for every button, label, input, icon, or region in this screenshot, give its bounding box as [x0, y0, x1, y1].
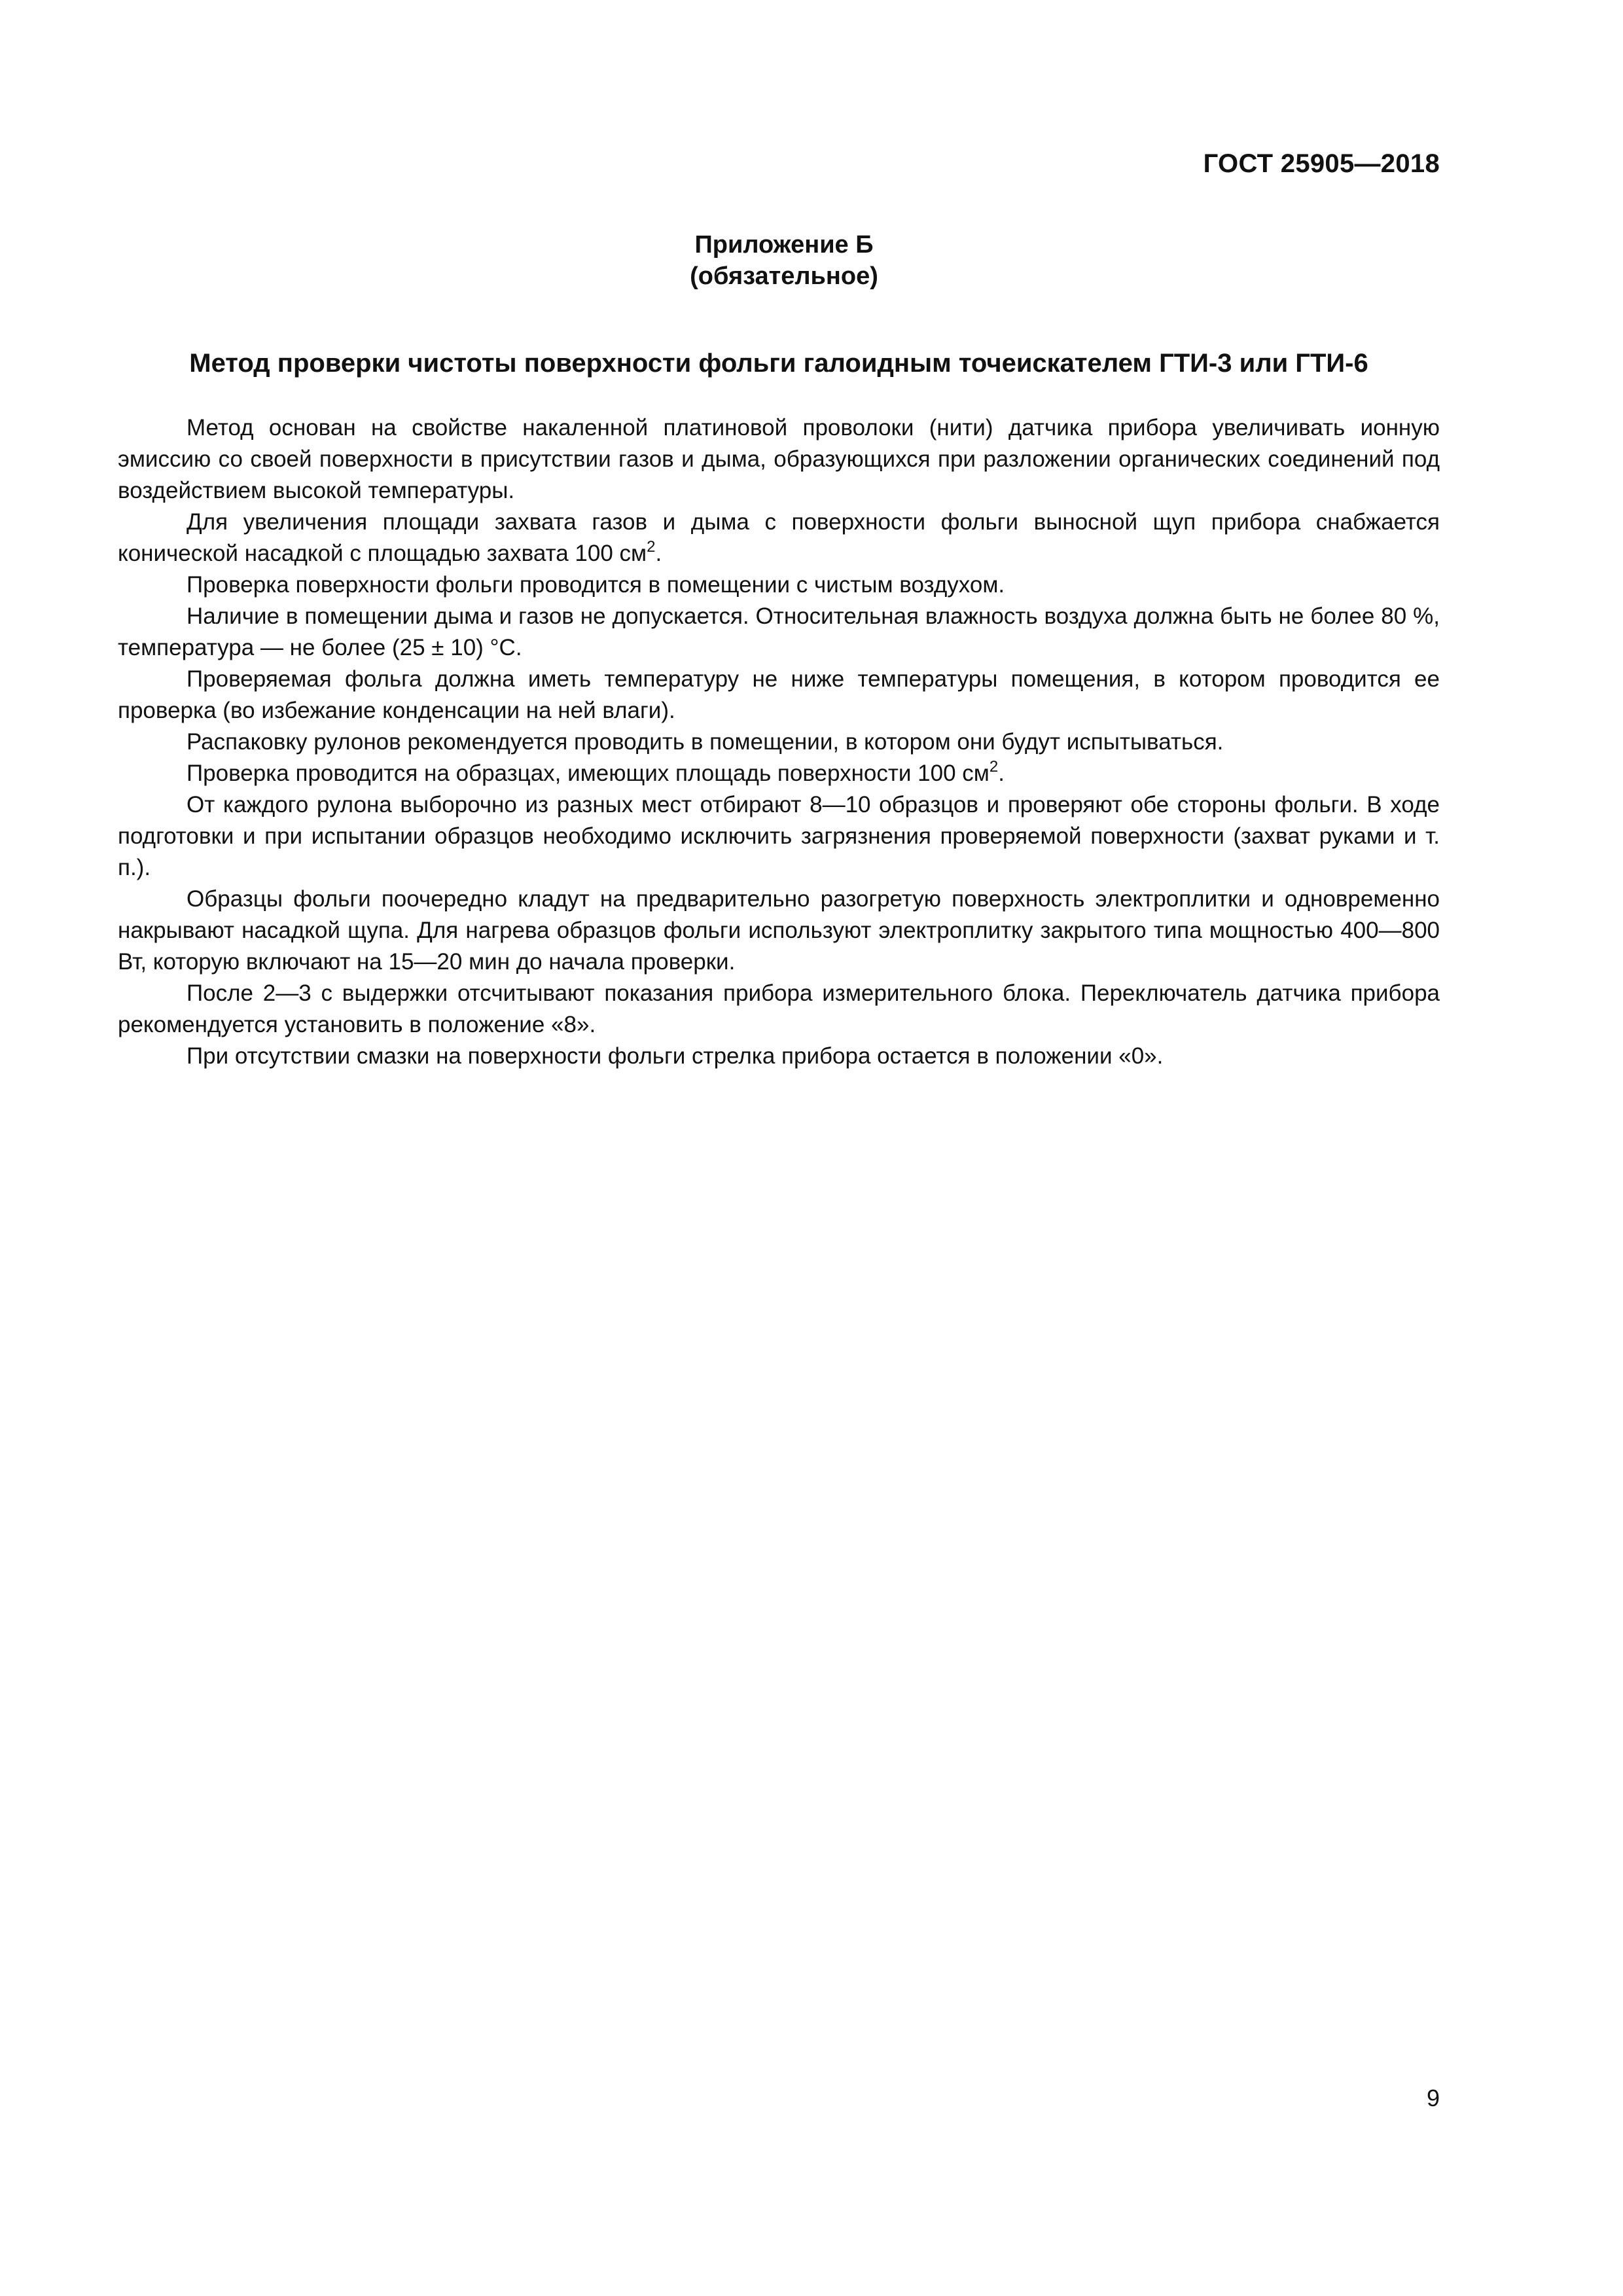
paragraph: После 2—3 с выдержки отсчитывают показания прибора измерительного блока. Переключатель датчика прибора рекомендуется установить в положение «8». [118, 980, 1440, 1037]
paragraph: Метод основан на свойстве накаленной платиновой проволоки (нити) датчика прибора увеличивать ионную эмиссию со своей поверхности в присутствии газов и дыма, образующихся при разложении органических соединений под воздействием высокой температуры. [118, 415, 1440, 503]
paragraph: Образцы фольги поочередно кладут на предварительно разогретую поверхность электроплитки и одновременно накрывают насадкой щупа. Для нагрева образцов фольги используют электроплитку закрытого типа мощностью 400—800 Вт, которую включают на 15—20 мин до начала проверки. [118, 886, 1440, 975]
document-code: ГОСТ 25905—2018 [1203, 149, 1440, 178]
annex-status: (обязательное) [690, 262, 878, 290]
annex-title: Приложение Б [694, 231, 874, 259]
paragraph: Проверка поверхности фольги проводится в помещении с чистым воздухом. [187, 572, 1005, 598]
paragraph: От каждого рулона выборочно из разных мест отбирают 8—10 образцов и проверяют обе стороны фольги. В ходе подготовки и при испытании образцов необходимо исключить загрязнения проверяемой поверхности (захват руками и т. п.). [118, 792, 1440, 880]
annex-heading [0, 229, 1568, 292]
page-number: 9 [1426, 2085, 1440, 2111]
paragraph: Проверка проводится на образцах, имеющих площадь поверхности 100 $см^2$. [187, 758, 1005, 786]
paragraph: Наличие в помещении дыма и газов не допускается. Относительная влажность воздуха должна быть не более 80 %, температура — не более (25 ± 10) °С. [118, 603, 1440, 660]
paragraph: Распаковку рулонов рекомендуется проводить в помещении, в котором они будут испытываться. [187, 729, 1224, 755]
paragraph: Для увеличения площади захвата газов и дыма с поверхности фольги выносной щуп прибора снабжается конической насадкой с площадью захвата 100 $см^2$. [118, 509, 1440, 566]
paragraph: Проверяемая фольга должна иметь температуру не ниже температуры помещения, в котором проводится ее проверка (во избежание конденсации на ней влаги). [118, 666, 1440, 723]
paragraph: При отсутствии смазки на поверхности фольги стрелка прибора остается в положении «0». [187, 1043, 1164, 1069]
section-title: Метод проверки чистоты поверхности фольги галоидным точеискателем ГТИ-3 или ГТИ-6 [189, 349, 1368, 378]
body-text [118, 412, 1440, 1072]
